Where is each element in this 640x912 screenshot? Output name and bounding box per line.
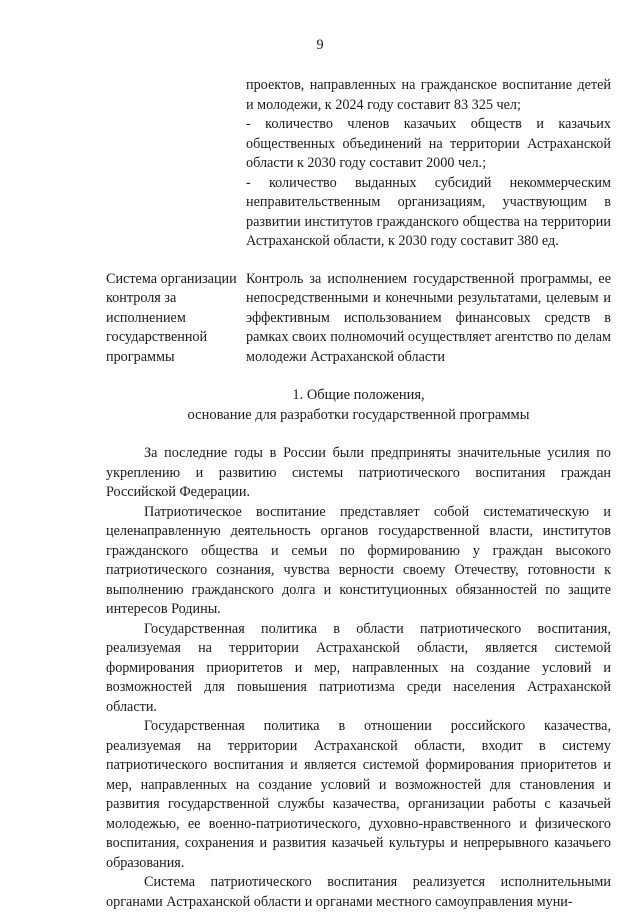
section-heading xyxy=(106,386,611,425)
control-system-text: Контроль за исполнением государственной программы, ее непосредственными и конечными результатами, целевым и эффективным использованием финансовых средств в рамках своих полномочий осуществляет агентство по делам молодежи Астраханской области xyxy=(246,270,611,365)
passport-row-value xyxy=(246,270,611,368)
program-passport-table xyxy=(106,76,611,367)
body-paragraph: Система патриотического воспитания реализуется исполнительными органами Астраханской области и органами местного самоуправления муни- xyxy=(106,874,611,910)
section-body xyxy=(106,444,611,912)
passport-row-value xyxy=(246,76,611,252)
passport-row-label: Система организации контроля за исполнением государственной программы xyxy=(106,270,237,365)
indicator-line: проектов, направленных на гражданское воспитание детей и молодежи, к 2024 году составит 83 325 чел; xyxy=(246,77,611,113)
body-paragraph: Патриотическое воспитание представляет собой систематическую и целенаправленную деятельность органов государственной власти, институтов гражданского общества и семьи по формированию у граждан высокого патриотического сознания, чувства верности своему Отечеству, готовности к выполнению гражданского долга и конституционных обязанностей по защите интересов Родины. xyxy=(106,503,611,617)
body-paragraph: Государственная политика в области патриотического воспитания, реализуемая на территории Астраханской области, является системой формирования приоритетов и мер, направленных на создание условий и возможностей для повышения патриотизма среди населения Астраханской области. xyxy=(106,620,611,715)
section-heading-line: 1. Общие положения, xyxy=(292,387,425,403)
section-heading-line: основание для разработки государственной программы xyxy=(187,406,530,423)
indicator-line: - количество членов казачьих обществ и казачьих общественных объединений на территории Астраханской области к 2030 году составит 2000 чел.; xyxy=(246,116,611,171)
page-number: 9 xyxy=(316,37,324,53)
body-paragraph: За последние годы в России были предприняты значительные усилия по укреплению и развитию системы патриотического воспитания граждан Российской Федерации. xyxy=(106,445,611,500)
passport-row-control-system xyxy=(106,270,611,368)
indicator-line: - количество выданных субсидий некоммерческим неправительственным организациям, участвующим в развитии институтов гражданского общества на территории Астраханской области, к 2030 году составит 380 ед. xyxy=(246,174,611,249)
passport-row-indicators xyxy=(106,76,611,252)
body-paragraph: Государственная политика в отношении российского казачества, реализуемая на территории Астраханской области, входит в систему патриотического воспитания и является системой формирования приоритетов и мер, направленных на создание условий и возможностей для становления и развития государственной службы казачества, организации работы с казачьей молодежью, ее военно-патриотического, духовно-нравственного и физического воспитания, сохранения и развития казачьей культуры и непрерывного казачьего образования. xyxy=(106,718,611,871)
